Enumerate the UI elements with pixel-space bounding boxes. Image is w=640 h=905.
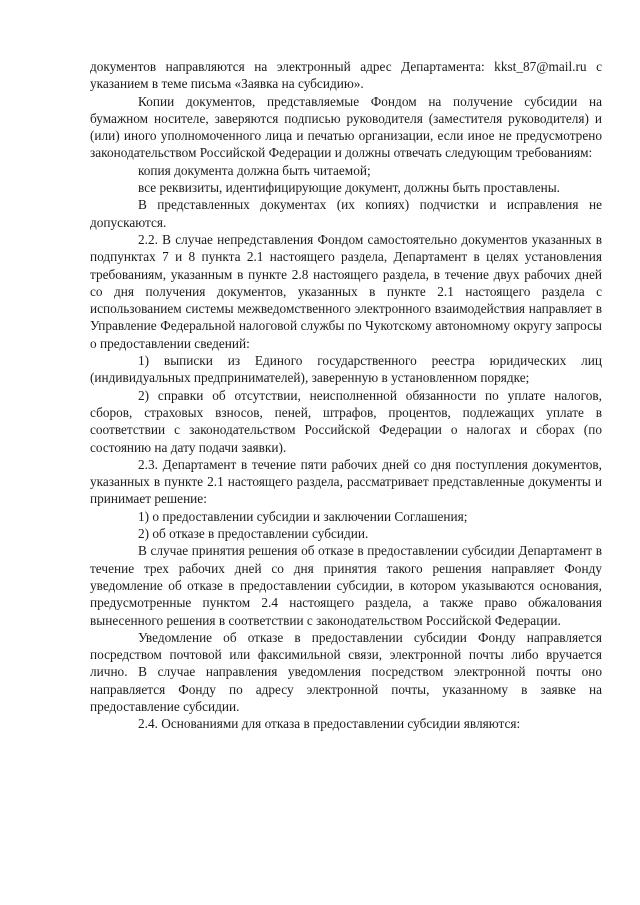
paragraph-copies-requirements: Копии документов, представляемые Фондом на получение субсидии на бумажном носителе, заверяются подписью руководителя (заместителя руководителя) и (или) иного уполномоченного лица и печатью организации, если иное не предусмотрено законодательством Российской Федерации и должны отвечать следующим требованиям: (90, 93, 602, 161)
paragraph-section-2-4: 2.4. Основаниями для отказа в предоставлении субсидии являются: (138, 716, 521, 732)
paragraph-section-2-3: 2.3. Департамент в течение пяти рабочих дней со дня поступления документов, указанных в пункте 2.1 настоящего раздела, рассматривает представленные документы и принимает решение: (90, 456, 602, 507)
paragraph-requisites: все реквизиты, идентифицирующие документ, должны быть проставлены. (138, 180, 561, 196)
paragraph-section-2-2: 2.2. В случае непредставления Фондом самостоятельно документов указанных в подпунктах 7 и 8 пункта 2.1 настоящего раздела, Департамент в целях установления требованиям, указанным в пункте 2.8 настоящего раздела, в течение двух рабочих дней со дня получения документов, указанных в пункте 2.1 настоящего раздела с использованием системы межведомственного электронного взаимодействия направляет в Управление Федеральной налоговой службы по Чукотскому автономному округу запросы о предоставлении сведений: (90, 231, 602, 351)
paragraph-copy-readable: копия документа должна быть читаемой; (138, 162, 371, 178)
paragraph-decision-2: 2) об отказе в предоставлении субсидии. (138, 526, 369, 542)
paragraph-list-item-2: 2) справки об отсутствии, неисполненной обязанности по уплате налогов, сборов, страховых взносов, пеней, штрафов, процентов, подлежащих уплате в соответствии с законодательством Российской Федерации о налогах и сборах (по состоянию на дату подачи заявки). (90, 387, 602, 455)
paragraph-no-corrections: В представленных документах (их копиях) подчистки и исправления не допускаются. (90, 197, 602, 230)
paragraph-decision-1: 1) о предоставлении субсидии и заключении Соглашения; (138, 508, 468, 524)
document-page (90, 58, 602, 733)
paragraph-list-item-1: 1) выписки из Единого государственного реестра юридических лиц (индивидуальных предпринимателей), заверенную в установленном порядке; (90, 353, 602, 386)
paragraph-notification-delivery: Уведомление об отказе в предоставлении субсидии Фонду направляется посредством почтовой или факсимильной связи, электронной почты либо вручается лично. В случае направления уведомления посредством электронной почты оно направляется Фонду по адресу электронной почты, указанному в заявке на предоставление субсидии. (90, 629, 602, 714)
paragraph-email-instructions: документов направляются на электронный адрес Департамента: kkst_87@mail.ru с указанием в теме письма «Заявка на субсидию». (90, 59, 602, 92)
paragraph-refusal-notice: В случае принятия решения об отказе в предоставлении субсидии Департамент в течение трех рабочих дней со дня принятия такого решения направляет Фонду уведомление об отказе в предоставлении субсидии, в котором указываются основания, предусмотренные пунктом 2.4 настоящего раздела, а также право обжалования вынесенного решения в соответствии с законодательством Российской Федерации. (90, 543, 602, 628)
